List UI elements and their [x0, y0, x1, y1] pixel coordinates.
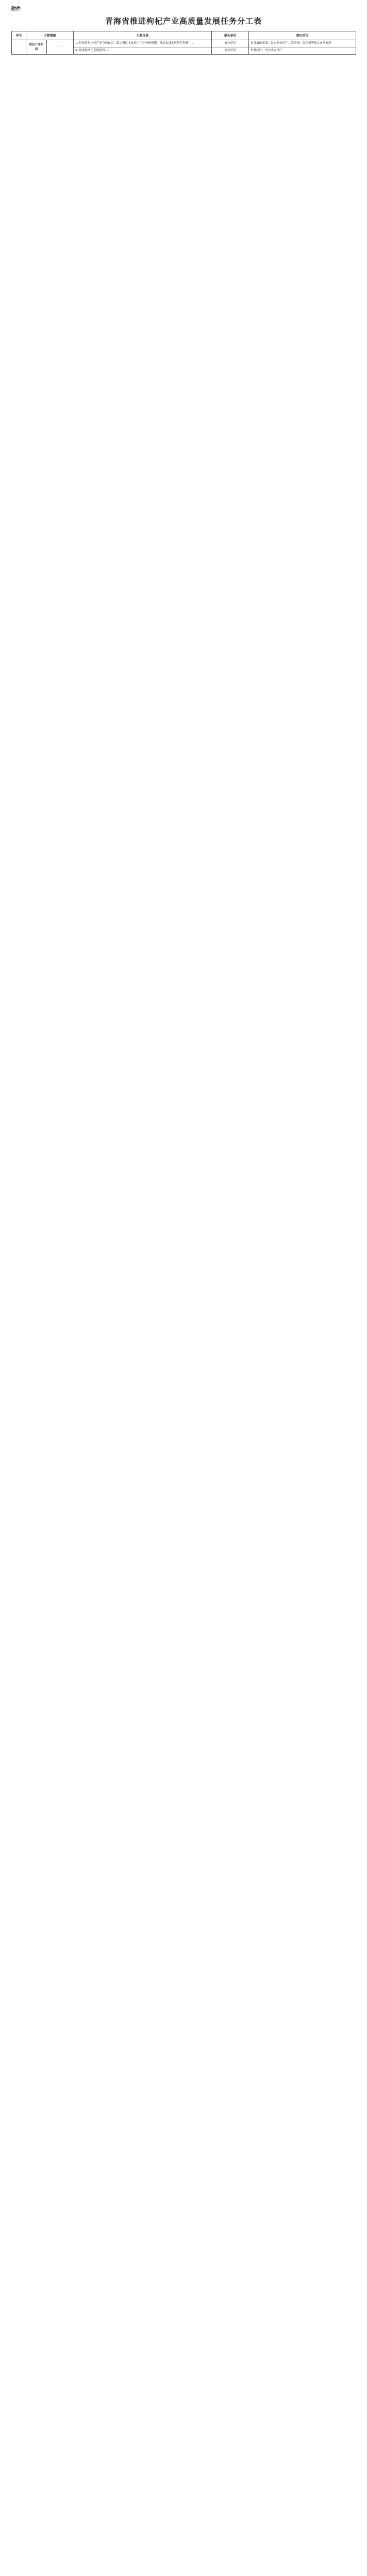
header-coop: 责任单位: [249, 31, 356, 40]
task-text: 2. 推进标准化基地建设……: [74, 47, 212, 55]
table-header-row: [12, 31, 356, 40]
task-text: 1. 持续优化枸杞产业空间布局，稳定柴达木盆地主产区种植规模，推动东部地区特色种植……: [74, 40, 212, 47]
table-row: [12, 40, 356, 47]
sub-measure: （一）: [47, 40, 74, 55]
table-body: [12, 40, 356, 55]
lead-unit: 省林草局: [212, 47, 249, 55]
header-lead: 牵头单位: [212, 31, 249, 40]
document-title: 青海省推进枸杞产业高质量发展任务分工表: [105, 16, 262, 26]
header-key: 主要措施: [26, 31, 74, 40]
section-number: 一: [12, 40, 26, 55]
coop-units: 省发展改革委、省农业农村厅、海西州、海东市等相关市州政府: [249, 40, 356, 47]
header-task: 主要任务: [74, 31, 212, 40]
lead-unit: 省林草局: [212, 40, 249, 47]
task-table-wrap: [11, 31, 356, 55]
attachment-label: 附件: [11, 7, 21, 12]
header-no: 序号: [12, 31, 26, 40]
section-key-measure: 优化产业布局: [26, 40, 47, 55]
coop-units: 省财政厅、省农业农村厅: [249, 47, 356, 55]
task-table: [11, 31, 356, 55]
